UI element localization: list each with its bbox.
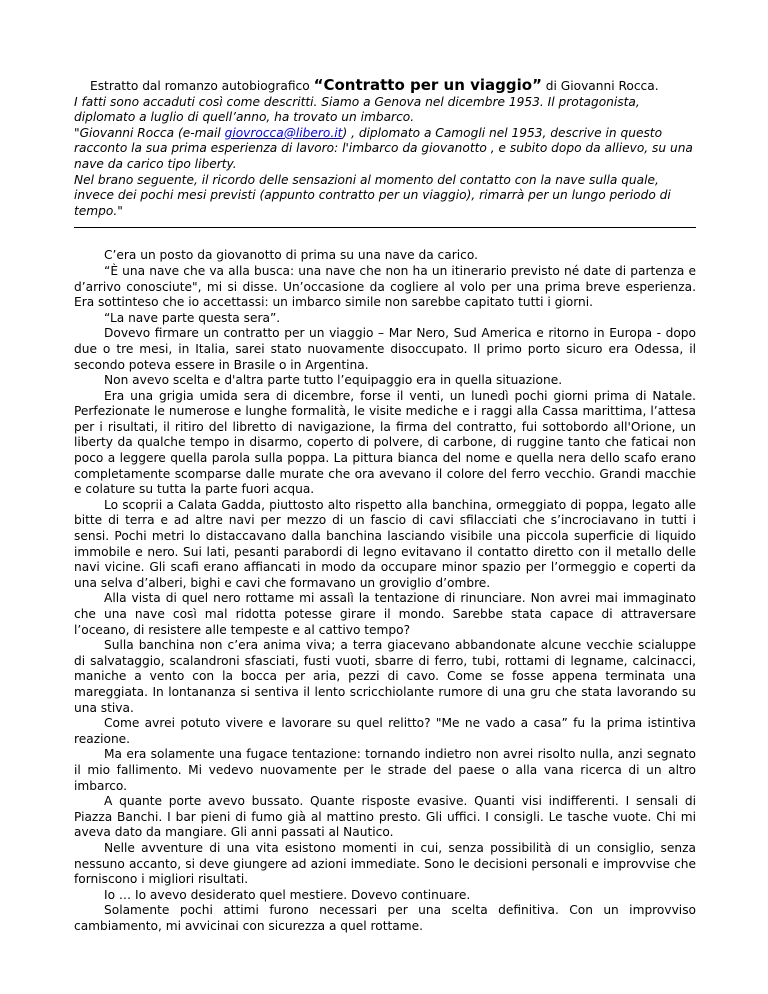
story-paragraph: Dovevo firmare un contratto per un viaggio – Mar Nero, Sud America e ritorno in Europa - dopo due o tre mesi, in Italia, sarei stato nuovamente disoccupato. Il primo porto sicuro era Odessa, il secondo poteva essere in Brasile o in Argentina. [74, 326, 696, 372]
separator-line [74, 221, 696, 228]
story-paragraph: Io … Io avevo desiderato quel mestiere. Dovevo continuare. [104, 887, 471, 902]
intro-line-description [74, 126, 696, 173]
story-paragraph: Come avrei potuto vivere e lavorare su quel relitto? "Me ne vado a casa” fu la prima istintiva reazione. [74, 716, 696, 746]
story-paragraph: Solamente pochi attimi furono necessari per una scelta definitiva. Con un improvviso cambiamento, mi avvicinai con sicurezza a quel rottame. [74, 903, 696, 933]
story-paragraph: Ma era solamente una fugace tentazione: tornando indietro non avrei risolto nulla, anzi segnato il mio fallimento. Mi vedevo nuovamente per le strade del paese o alla vana ricerca di un altro imbarco. [74, 747, 696, 793]
story-paragraph: Nelle avventure di una vita esistono momenti in cui, senza possibilità di un consiglio, senza nessuno accanto, si deve giungere ad azioni immediate. Sono le decisioni personali e improvvise che forniscono i migliori risultati. [74, 840, 696, 887]
story-paragraph: A quante porte avevo bussato. Quante risposte evasive. Quanti visi indifferenti. I sensali di Piazza Banchi. I bar pieni di fumo già al mattino presto. Gli uffici. I consigli. Le tasche vuote. Chi mi aveva dato da mangiare. Gli anni passati al Nautico. [74, 794, 696, 840]
heading-prefix: Estratto dal romanzo autobiografico [90, 79, 314, 93]
story-paragraph: “È una nave che va alla busca: una nave che non ha un itinerario previsto né date di partenza e d’arrivo conosciute", mi si disse. Un’occasione da cogliere al volo per una prima breve esperienza. Era sottinteso che io accettassi: un imbarco simile non sarebbe capitato tutti i giorni. [74, 263, 696, 310]
intro-line-excerpt: Nel brano seguente, il ricordo delle sensazioni al momento del contatto con la nave sulla quale, invece dei pochi mesi previsti (appunto contratto per un viaggio), rimarrà per un lungo periodo di tempo." [74, 172, 671, 218]
story-paragraph: Non avevo scelta e d'altra parte tutto l’equipaggio era in quella situazione. [104, 373, 563, 388]
story-paragraph: “La nave parte questa sera”. [104, 310, 281, 325]
author-email-link[interactable]: giovrocca@libero.it [224, 125, 343, 140]
intro-line-context: I fatti sono accaduti così come descritti. Siamo a Genova nel dicembre 1953. Il protagonista, diplomato a luglio di quell’anno, ha trovato un imbarco. [74, 94, 640, 125]
story-paragraph: C’era un posto da giovanotto di prima su una nave da carico. [104, 248, 478, 263]
document-page [74, 78, 696, 934]
document-heading [74, 78, 696, 95]
intro-quote-after: ) , diplomato a Camogli nel 1953, descrive in questo racconto la sua prima esperienza di lavoro: l'imbarco da giovanotto , e subito dopo da allievo, su una nave da carico tipo liberty. [74, 125, 693, 171]
story-body [74, 248, 696, 934]
story-paragraph: Alla vista di quel nero rottame mi assalì la tentazione di rinunciare. Non avrei mai immaginato che una nave così mal ridotta potesse girare il mondo. Sarebbe stata capace di attraversare l’oceano, di resistere alle tempeste e al cattivo tempo? [74, 591, 696, 637]
heading-author: di Giovanni Rocca. [541, 79, 659, 93]
novel-title: “Contratto per un viaggio” [313, 76, 542, 94]
intro-quote-before: "Giovanni Rocca (e-mail [74, 125, 225, 140]
story-paragraph: Sulla banchina non c’era anima viva; a terra giacevano abbandonate alcune vecchie scialuppe di salvataggio, scalandroni sfasciati, fusti vuoti, sbarre di ferro, tubi, rottami di legname, calcinacci, maniche a vento con la bocca per aria, pezzi di cavo. Come se fosse appena terminata una mareggiata. In lontananza si sentiva il lento scricchiolante rumore di una gru che stata lavorando su una stiva. [74, 638, 696, 715]
story-paragraph: Era una grigia umida sera di dicembre, forse il venti, un lunedì pochi giorni prima di Natale. Perfezionate le numerose e lunghe formalità, le visite mediche e i raggi alla Cassa marittima, l’attesa per i risultati, il ritiro del libretto di navigazione, la firma del contratto, fui sottobordo all'Orione, un liberty da qualche tempo in disarmo, coperto di polvere, di carbone, di ruggine tanto che faticai non poco a leggere quella parola sulla poppa. La pittura bianca del nome e quella nera dello scafo erano completamente scomparse dalle murate che ora avevano il colore del ferro vecchio. Grandi macchie e colature su tutta la parte fuori acqua. [74, 388, 696, 497]
intro-note [74, 95, 696, 220]
story-paragraph: Lo scoprii a Calata Gadda, piuttosto alto rispetto alla banchina, ormeggiato di poppa, legato alle bitte di terra e ad altre navi per mezzo di un fascio di cavi sfilacciati che s’incrociavano in tutti i sensi. Pochi metri lo distaccavano dalla banchina lasciando visibile una piccola superficie di liquido immobile e nero. Sui lati, pesanti parabordi di legno evitavano il contatto diretto con il metallo delle navi vicine. Gli scafi erano affiancati in modo da occupare minor spazio per l’ormeggio e coperti da una selva d’alberi, bighi e cavi che formavano un groviglio d’ombre. [74, 497, 696, 590]
